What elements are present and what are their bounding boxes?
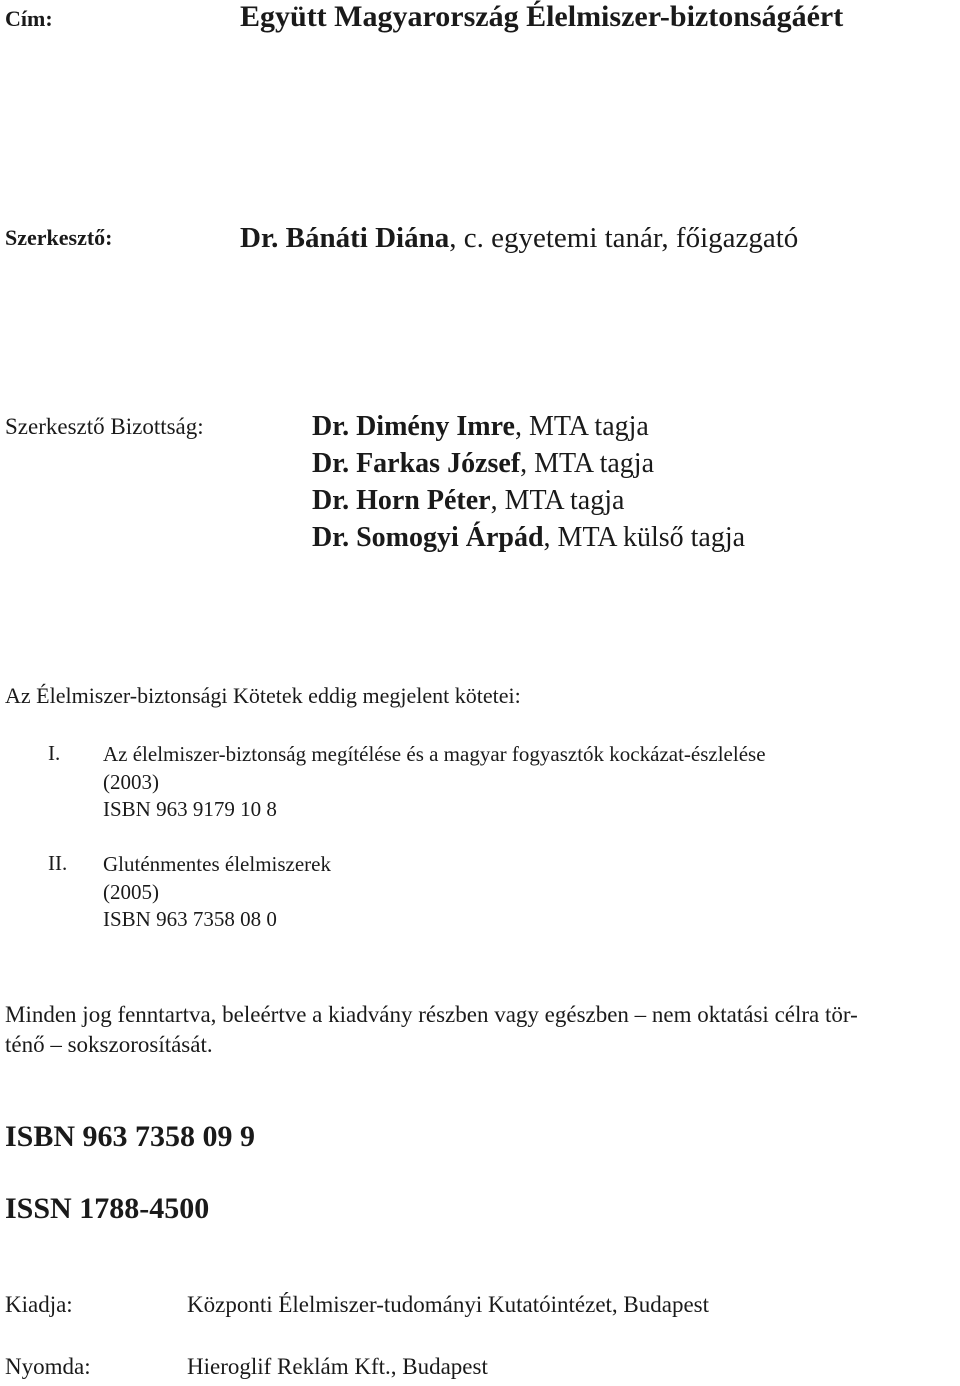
rights-notice	[5, 1000, 953, 1060]
editor-label: Szerkesztő:	[5, 225, 113, 250]
volume-number: I.	[48, 741, 61, 765]
publisher-label: Kiadja:	[5, 1292, 73, 1317]
publisher-value: Központi Élelmiszer-tudományi Kutatóintézet, Budapest	[187, 1292, 710, 1317]
board-member	[312, 445, 745, 482]
printer-value: Hieroglif Reklám Kft., Budapest	[187, 1354, 488, 1379]
volume-title: Gluténmentes élelmiszerek	[103, 852, 331, 876]
member-role: , MTA külső tagja	[543, 522, 746, 553]
volume-entry	[103, 851, 331, 934]
member-role: , MTA tagja	[520, 448, 655, 479]
rights-line: ténő – sokszorosítását.	[5, 1032, 213, 1057]
volume-entry	[103, 741, 766, 824]
book-title: Együtt Magyarország Élelmiszer-biztonságáért	[240, 0, 844, 33]
volume-title: Az élelmiszer-biztonság megítélése és a magyar fogyasztók kockázat-észlelése	[103, 742, 766, 766]
volume-year: (2005)	[103, 879, 159, 904]
rights-line: Minden jog fenntartva, beleértve a kiadvány részben vagy egészben – nem oktatási célra tör-	[5, 1002, 858, 1027]
member-name: Dr. Somogyi Árpád	[312, 522, 544, 553]
board-member	[312, 408, 745, 445]
board-member	[312, 519, 745, 556]
board-label: Szerkesztő Bizottság:	[5, 414, 204, 439]
printer-label: Nyomda:	[5, 1354, 91, 1379]
member-role: , MTA tagja	[490, 485, 625, 516]
series-heading: Az Élelmiszer-biztonsági Kötetek eddig megjelent kötetei:	[5, 683, 521, 708]
member-name: Dr. Dimény Imre	[312, 411, 515, 442]
member-role: , MTA tagja	[514, 411, 649, 442]
editor-role: , c. egyetemi tanár, főigazgató	[449, 222, 799, 254]
volume-isbn: ISBN 963 9179 10 8	[103, 797, 277, 821]
issn: ISSN 1788-4500	[5, 1192, 210, 1225]
volume-isbn: ISBN 963 7358 08 0	[103, 907, 277, 931]
board-list	[312, 408, 745, 556]
isbn: ISBN 963 7358 09 9	[5, 1120, 256, 1153]
title-label: Cím:	[5, 6, 53, 31]
volume-number: II.	[48, 851, 68, 875]
member-name: Dr. Farkas József	[312, 448, 521, 479]
member-name: Dr. Horn Péter	[312, 485, 491, 516]
board-member	[312, 482, 745, 519]
volume-year: (2003)	[103, 769, 159, 794]
editor-name: Dr. Bánáti Diána	[240, 222, 450, 254]
editor-line	[240, 222, 798, 255]
